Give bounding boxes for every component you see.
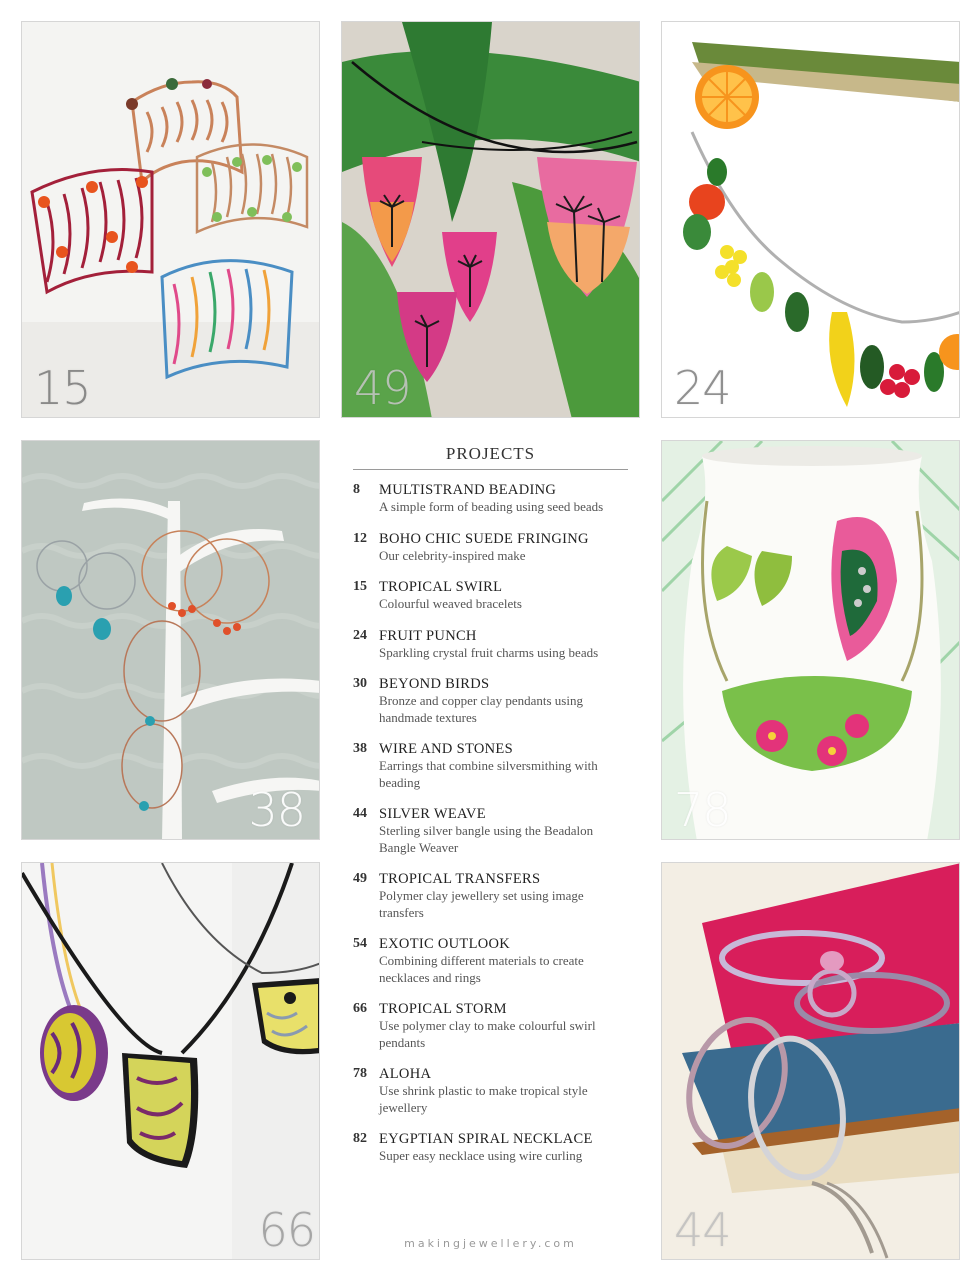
- project-title: SILVER WEAVE: [379, 806, 486, 822]
- photo-fruit-punch-charms[interactable]: [661, 21, 960, 418]
- fruit-charms-illustration: [662, 22, 960, 418]
- project-description: A simple form of beading using seed beads: [379, 499, 604, 514]
- page-number: 44: [674, 1203, 731, 1257]
- project-title: ALOHA: [379, 1066, 432, 1082]
- page-number: 78: [674, 783, 731, 837]
- project-description: Our celebrity-inspired make: [379, 547, 526, 563]
- photo-wire-and-stones-earrings[interactable]: [21, 440, 320, 840]
- project-item[interactable]: [353, 482, 628, 516]
- photo-tropical-swirl-bracelets[interactable]: [21, 21, 320, 418]
- project-text: [379, 1066, 628, 1116]
- hoop-earrings-illustration: [22, 441, 320, 840]
- project-title: EYGPTIAN SPIRAL NECKLACE: [379, 1131, 593, 1147]
- projects-list: [353, 440, 628, 1260]
- project-text: [379, 628, 628, 662]
- project-item[interactable]: [353, 676, 628, 726]
- photo-tropical-storm-pendants[interactable]: [21, 862, 320, 1260]
- project-description: Earrings that combine silversmithing with beading: [379, 758, 598, 790]
- projects-items: [353, 482, 628, 1165]
- project-page-number: 44: [353, 806, 367, 821]
- project-item[interactable]: [353, 741, 628, 791]
- photo-tropical-transfers-pendants[interactable]: [341, 21, 640, 418]
- project-title: TROPICAL STORM: [379, 1001, 507, 1017]
- project-text: [379, 579, 628, 613]
- bracelets-illustration: [22, 22, 320, 418]
- clay-pendants-illustration: [22, 863, 320, 1260]
- project-description: Use polymer clay to make colourful swirl pendants: [379, 1018, 596, 1050]
- page-number: 66: [258, 1203, 315, 1257]
- woven-bangles-illustration: [662, 863, 960, 1260]
- project-title: EXOTIC OUTLOOK: [379, 936, 511, 952]
- aloha-vase-illustration: [662, 441, 960, 840]
- photo-aloha-jewellery[interactable]: [661, 440, 960, 840]
- project-item[interactable]: [353, 936, 628, 986]
- project-text: [379, 806, 628, 856]
- project-title: BOHO CHIC SUEDE FRINGING: [379, 530, 589, 547]
- project-description: Sterling silver bangle using the Beadalon Bangle Weaver: [379, 823, 594, 855]
- project-page-number: 66: [353, 1001, 367, 1016]
- project-page-number: 49: [353, 871, 367, 886]
- project-item[interactable]: [353, 1066, 628, 1116]
- project-text: [379, 1001, 628, 1051]
- project-text: [379, 741, 628, 791]
- page-number: 24: [674, 361, 731, 415]
- project-description: Super easy necklace using wire curling: [379, 1148, 583, 1163]
- project-title: MULTISTRAND BEADING: [379, 482, 557, 498]
- project-page-number: 24: [353, 627, 367, 643]
- project-text: [379, 676, 628, 726]
- project-page-number: 12: [353, 530, 367, 546]
- project-title: FRUIT PUNCH: [379, 627, 477, 644]
- project-text: [379, 531, 628, 565]
- project-title: TROPICAL SWIRL: [379, 579, 503, 595]
- page-number: 15: [34, 361, 91, 415]
- project-item[interactable]: [353, 871, 628, 921]
- project-text: [379, 936, 628, 986]
- project-item[interactable]: [353, 1001, 628, 1051]
- project-title: TROPICAL TRANSFERS: [379, 871, 541, 887]
- project-item[interactable]: [353, 531, 628, 565]
- project-description: Use shrink plastic to make tropical style jewellery: [379, 1083, 588, 1115]
- project-description: Combining different materials to create necklaces and rings: [379, 953, 584, 985]
- project-page-number: 82: [353, 1131, 367, 1146]
- project-title: WIRE AND STONES: [379, 741, 513, 757]
- page-number: 49: [354, 361, 411, 415]
- project-item[interactable]: [353, 806, 628, 856]
- project-description: Bronze and copper clay pendants using handmade textures: [379, 693, 583, 725]
- project-text: [379, 1131, 628, 1165]
- palm-pendants-illustration: [342, 22, 640, 418]
- project-item[interactable]: [353, 628, 628, 662]
- project-page-number: 54: [353, 936, 367, 951]
- website-footer[interactable]: makingjewellery.com: [404, 1237, 577, 1250]
- projects-heading: PROJECTS: [353, 444, 628, 470]
- project-title: BEYOND BIRDS: [379, 676, 490, 692]
- project-item[interactable]: [353, 1131, 628, 1165]
- project-page-number: 38: [353, 741, 367, 756]
- project-page-number: 15: [353, 579, 367, 594]
- project-description: Sparkling crystal fruit charms using beads: [379, 644, 599, 660]
- project-text: [379, 871, 628, 921]
- project-page-number: 78: [353, 1066, 367, 1081]
- project-item[interactable]: [353, 579, 628, 613]
- project-page-number: 8: [353, 482, 360, 497]
- project-text: [379, 482, 628, 516]
- project-page-number: 30: [353, 676, 367, 691]
- project-description: Colourful weaved bracelets: [379, 596, 522, 611]
- page-number: 38: [248, 783, 305, 837]
- photo-silver-weave-bangles[interactable]: [661, 862, 960, 1260]
- project-description: Polymer clay jewellery set using image transfers: [379, 888, 584, 920]
